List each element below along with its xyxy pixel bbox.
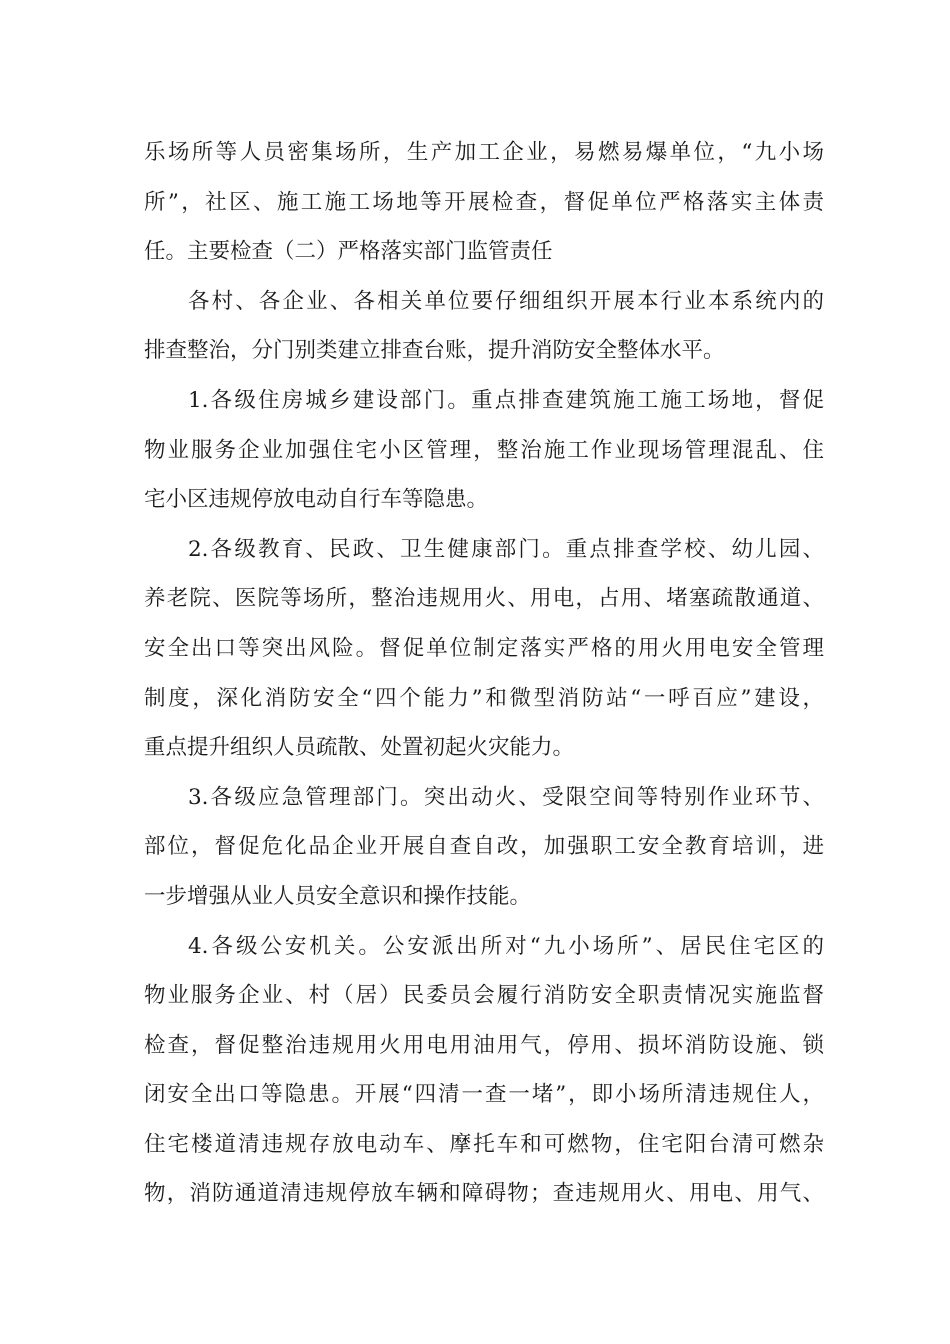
text-line: 闭安全出口等隐患。开展“四清一查一堵”，即小场所清违规住人， (144, 1082, 824, 1108)
text-line: 宅小区违规停放电动自行车等隐患。 (144, 487, 489, 513)
text-line: 一步增强从业人员安全意识和操作技能。 (144, 883, 532, 909)
text-line: 乐场所等人员密集场所，生产加工企业，易燃易爆单位，“九小场 (144, 140, 824, 165)
text-line: 所”，社区、施工施工场地等开展检查，督促单位严格落实主体责 (144, 189, 824, 215)
document-body (144, 128, 824, 1219)
text-line: 制度，深化消防安全“四个能力”和微型消防站“一呼百应”建设， (144, 685, 824, 711)
text-line: 物业服务企业、村（居）民委员会履行消防安全职责情况实施监督 (144, 983, 824, 1009)
paragraph-first-line: 4.各级公安机关。公安派出所对“九小场所”、居民住宅区的 (188, 933, 824, 959)
paragraph-first-line: 2.各级教育、民政、卫生健康部门。重点排查学校、幼儿园、 (188, 536, 824, 562)
text-line: 排查整治，分门别类建立排查台账，提升消防安全整体水平。 (144, 338, 725, 364)
paragraph-first-line: 1.各级住房城乡建设部门。重点排查建筑施工施工场地，督促 (188, 387, 824, 413)
text-line: 养老院、医院等场所，整治违规用火、用电，占用、堵塞疏散通道、 (144, 586, 824, 612)
paragraph-first-line: 各村、各企业、各相关单位要仔细组织开展本行业本系统内的 (188, 288, 824, 314)
text-line: 安全出口等突出风险。督促单位制定落实严格的用火用电安全管理 (144, 635, 824, 661)
paragraph-first-line: 3.各级应急管理部门。突出动火、受限空间等特别作业环节、 (188, 784, 824, 810)
text-line: 部位，督促危化品企业开展自查自改，加强职工安全教育培训，进 (144, 834, 824, 860)
text-line: 重点提升组织人员疏散、处置初起火灾能力。 (144, 735, 575, 761)
text-line: 物，消防通道清违规停放车辆和障碍物；查违规用火、用电、用气、 (144, 1181, 824, 1207)
text-line: 检查，督促整治违规用火用电用油用气，停用、损坏消防设施、锁 (144, 1032, 824, 1058)
text-line: 任。主要检查（二）严格落实部门监管责任 (144, 239, 553, 265)
text-line: 物业服务企业加强住宅小区管理，整治施工作业现场管理混乱、住 (144, 437, 824, 463)
text-line: 住宅楼道清违规存放电动车、摩托车和可燃物，住宅阳台清可燃杂 (144, 1131, 824, 1157)
